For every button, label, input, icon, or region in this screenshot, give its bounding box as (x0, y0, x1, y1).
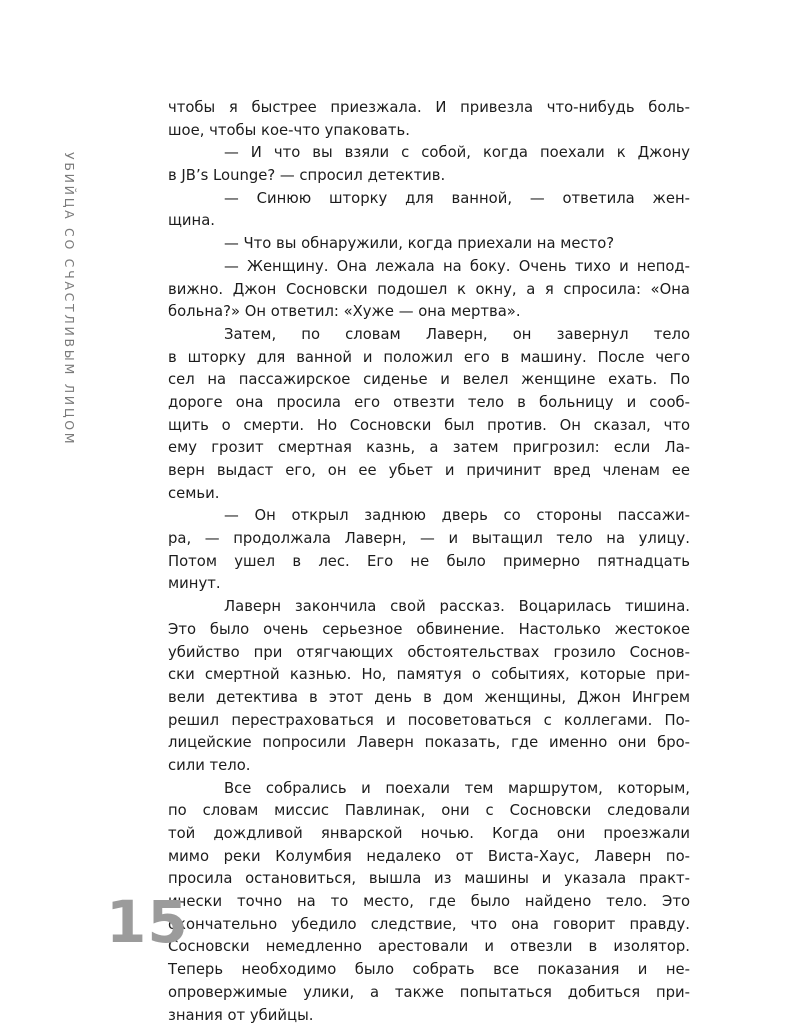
text-line: — Что вы обнаружили, когда приехали на место? (168, 233, 690, 256)
text-line: в JB’s Lounge? — спросил детектив. (168, 165, 690, 188)
text-line: мимо реки Колумбия недалеко от Виста-Хаус, Лаверн по- (168, 846, 690, 869)
text-line: лицейские попросили Лаверн показать, где именно они бро- (168, 732, 690, 755)
text-line: ически точно на то место, где было найдено тело. Это (168, 891, 690, 914)
text-line: щить о смерти. Но Сосновски был против. Он сказал, что (168, 415, 690, 438)
text-line: по словам миссис Павлинак, они с Сосновски следовали (168, 800, 690, 823)
text-line: верн выдаст его, он ее убьет и причинит вред членам ее (168, 460, 690, 483)
text-line: ски смертной казнью. Но, памятуя о событиях, которые при- (168, 664, 690, 687)
text-line: Потом ушел в лес. Его не было примерно пятнадцать (168, 551, 690, 574)
text-line: опровержимые улики, а также попытаться добиться при- (168, 982, 690, 1005)
text-line: шое, чтобы кое-что упаковать. (168, 120, 690, 143)
text-line: той дождливой январской ночью. Когда они проезжали (168, 823, 690, 846)
text-line: Затем, по словам Лаверн, он завернул тело (168, 324, 690, 347)
text-line: сел на пассажирское сиденье и велел женщине ехать. По (168, 369, 690, 392)
text-line: минут. (168, 573, 690, 596)
page-number: 15 (106, 892, 189, 952)
text-line: дороге она просила его отвезти тело в больницу и сооб- (168, 392, 690, 415)
text-line: чтобы я быстрее приезжала. И привезла что-нибудь боль- (168, 97, 690, 120)
text-line: вижно. Джон Сосновски подошел к окну, а я спросила: «Она (168, 279, 690, 302)
text-line: Сосновски немедленно арестовали и отвезли в изолятор. (168, 936, 690, 959)
text-line: щина. (168, 210, 690, 233)
running-head: УБИЙЦА СО СЧАСТЛИВЫМ ЛИЦОМ (56, 152, 82, 462)
text-line: — И что вы взяли с собой, когда поехали к Джону (168, 142, 690, 165)
text-line: Это было очень серьезное обвинение. Настолько жестокое (168, 619, 690, 642)
text-line: знания от убийцы. (168, 1005, 690, 1027)
text-line: вели детектива в этот день в дом женщины, Джон Ингрем (168, 687, 690, 710)
text-line: Лаверн закончила свой рассказ. Воцарилась тишина. (168, 596, 690, 619)
text-line: больна?» Он ответил: «Хуже — она мертва». (168, 301, 690, 324)
text-line: семьи. (168, 483, 690, 506)
text-line: в шторку для ванной и положил его в машину. После чего (168, 347, 690, 370)
text-line: решил перестраховаться и посоветоваться с коллегами. По- (168, 710, 690, 733)
text-line: — Он открыл заднюю дверь со стороны пассажи- (168, 505, 690, 528)
text-line: — Женщину. Она лежала на боку. Очень тихо и непод- (168, 256, 690, 279)
text-line: просила остановиться, вышла из машины и указала практ- (168, 868, 690, 891)
text-line: — Синюю шторку для ванной, — ответила жен- (168, 188, 690, 211)
text-line: ра, — продолжала Лаверн, — и вытащил тело на улицу. (168, 528, 690, 551)
text-line: Теперь необходимо было собрать все показания и не- (168, 959, 690, 982)
text-line: сили тело. (168, 755, 690, 778)
text-line: ему грозит смертная казнь, а затем пригрозил: если Ла- (168, 437, 690, 460)
text-line: убийство при отягчающих обстоятельствах грозило Соснов- (168, 642, 690, 665)
body-text (168, 97, 690, 1027)
text-line: окончательно убедило следствие, что она говорит правду. (168, 914, 690, 937)
text-line: Все собрались и поехали тем маршрутом, которым, (168, 778, 690, 801)
